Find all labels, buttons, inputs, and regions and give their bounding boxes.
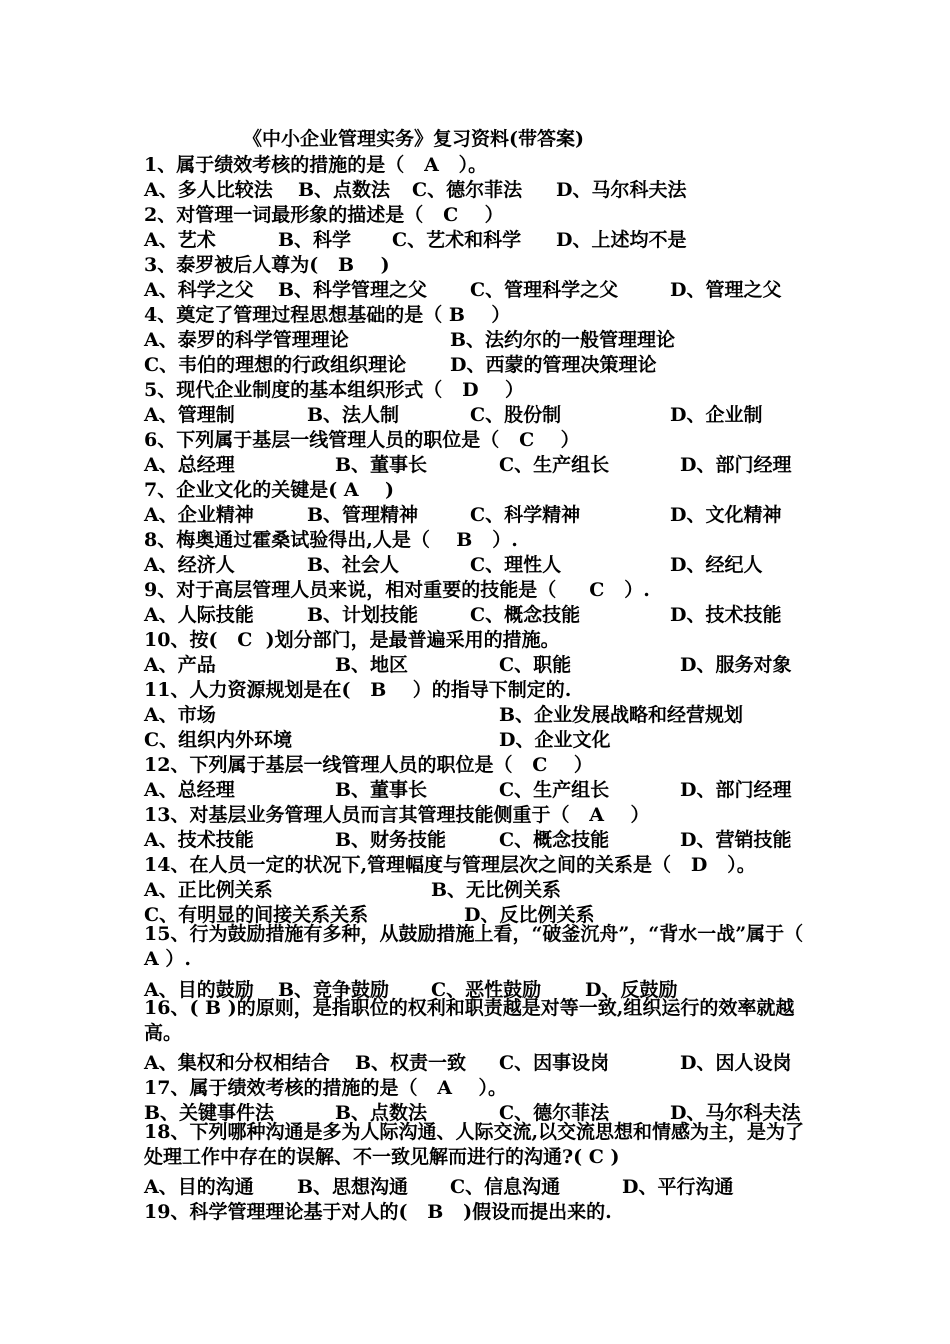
option-18b: B、思想沟通 [297, 1176, 409, 1198]
question-9: 9、对于高层管理人员来说，相对重要的技能是（ C ）. [144, 579, 650, 601]
option-2d: D、上述均不是 [556, 229, 687, 251]
option-10c: C、职能 [499, 654, 572, 676]
option-13a: A、技术技能 [144, 829, 254, 851]
option-4c: C、韦伯的理想的行政组织理论 [144, 354, 407, 376]
question-1: 1、属于绩效考核的措施的是（ A ）。 [144, 154, 488, 176]
option-13c: C、概念技能 [499, 829, 610, 851]
question-6: 6、下列属于基层一线管理人员的职位是（ C ） [144, 429, 580, 451]
option-8b: B、社会人 [307, 554, 400, 576]
option-9d: D、技术技能 [670, 604, 782, 626]
question-11: 11、人力资源规划是在( B ）的指导下制定的. [144, 679, 572, 701]
question-18: 18、下列哪种沟通是多为人际沟通、人际交流,以交流思想和情感为主，是为了处理工作中存在的误解、不一致见解而进行的沟通?( C ) [144, 1121, 805, 1168]
option-8d: D、经纪人 [670, 554, 763, 576]
option-9b: B、计划技能 [307, 604, 419, 626]
option-5a: A、管理制 [144, 404, 235, 426]
option-10b: B、地区 [335, 654, 409, 676]
question-10: 10、按( C )划分部门，是最普遍采用的措施。 [144, 629, 560, 651]
option-12b: B、董事长 [335, 779, 428, 801]
question-3: 3、泰罗被后人尊为( B ) [144, 254, 390, 276]
option-12a: A、总经理 [144, 779, 235, 801]
option-12d: D、部门经理 [680, 779, 792, 801]
question-2: 2、对管理一词最形象的描述是（ C ） [144, 204, 504, 226]
option-7b: B、管理精神 [307, 504, 419, 526]
option-10a: A、产品 [144, 654, 216, 676]
option-9a: A、人际技能 [144, 604, 254, 626]
option-18c: C、信息沟通 [450, 1176, 561, 1198]
option-16c: C、因事设岗 [499, 1052, 610, 1074]
option-4d: D、西蒙的管理决策理论 [450, 354, 657, 376]
option-6a: A、总经理 [144, 454, 235, 476]
option-18d: D、平行沟通 [622, 1176, 734, 1198]
option-1a: A、多人比较法 [144, 179, 273, 201]
question-4: 4、奠定了管理过程思想基础的是（ B ） [144, 304, 511, 326]
option-17b: B、点数法 [335, 1102, 428, 1124]
option-11c: C、组织内外环境 [144, 729, 293, 751]
option-13d: D、营销技能 [680, 829, 792, 851]
question-16: 16、( B )的原则，是指职位的权利和职责越是对等一致,组织运行的效率就越高。 [144, 997, 795, 1044]
question-8: 8、梅奥通过霍桑试验得出,人是（ B ）. [144, 529, 518, 551]
option-9c: C、概念技能 [470, 604, 581, 626]
document-title: 《中小企业管理实务》复习资料(带答案) [243, 128, 584, 150]
option-4a: A、泰罗的科学管理理论 [144, 329, 349, 351]
option-17c: C、德尔菲法 [499, 1102, 610, 1124]
option-16a: A、集权和分权相结合 [144, 1052, 330, 1074]
option-6c: C、生产组长 [499, 454, 610, 476]
question-14: 14、在人员一定的状况下,管理幅度与管理层次之间的关系是（ D ）。 [144, 854, 756, 876]
option-3a: A、科学之父 [144, 279, 254, 301]
option-14a: A、正比例关系 [144, 879, 273, 901]
option-3b: B、科学管理之父 [278, 279, 428, 301]
option-15b: B、竞争鼓励 [278, 979, 390, 1001]
option-2a: A、艺术 [144, 229, 216, 251]
option-14d: D、反比例关系 [464, 904, 595, 926]
option-5b: B、法人制 [307, 404, 400, 426]
option-5d: D、企业制 [670, 404, 763, 426]
option-1b: B、点数法 [298, 179, 391, 201]
option-13b: B、财务技能 [335, 829, 447, 851]
option-11d: D、企业文化 [499, 729, 611, 751]
option-11a: A、市场 [144, 704, 216, 726]
question-7: 7、企业文化的关键是( A ) [144, 479, 395, 501]
option-6d: D、部门经理 [680, 454, 792, 476]
option-10d: D、服务对象 [680, 654, 792, 676]
option-12c: C、生产组长 [499, 779, 610, 801]
option-14b: B、无比例关系 [431, 879, 562, 901]
option-8a: A、经济人 [144, 554, 235, 576]
question-15: 15、行为鼓励措施有多种，从鼓励措施上看，“破釜沉舟”，“背水一战”属于（ A ）. [144, 923, 804, 970]
option-14c: C、有明显的间接关系关系 [144, 904, 369, 926]
option-3d: D、管理之父 [670, 279, 782, 301]
option-8c: C、理性人 [470, 554, 562, 576]
option-1d: D、马尔科夫法 [556, 179, 687, 201]
option-5c: C、股份制 [470, 404, 562, 426]
option-2b: B、科学 [278, 229, 352, 251]
option-15a: A、目的鼓励 [144, 979, 254, 1001]
option-2c: C、艺术和科学 [392, 229, 522, 251]
option-6b: B、董事长 [335, 454, 428, 476]
question-19: 19、科学管理理论基于对人的( B )假设而提出来的. [144, 1201, 612, 1223]
option-16d: D、因人设岗 [680, 1052, 792, 1074]
question-5: 5、现代企业制度的基本组织形式（ D ） [144, 379, 525, 401]
option-15d: D、反鼓励 [585, 979, 678, 1001]
option-18a: A、目的沟通 [144, 1176, 254, 1198]
option-15c: C、恶性鼓励 [431, 979, 542, 1001]
option-16b: B、权责一致 [355, 1052, 467, 1074]
question-17: 17、属于绩效考核的措施的是（ A ）。 [144, 1077, 507, 1099]
option-7a: A、企业精神 [144, 504, 254, 526]
option-4b: B、法约尔的一般管理理论 [450, 329, 676, 351]
option-7c: C、科学精神 [470, 504, 581, 526]
question-12: 12、下列属于基层一线管理人员的职位是（ C ） [144, 754, 593, 776]
option-3c: C、管理科学之父 [470, 279, 619, 301]
option-7d: D、文化精神 [670, 504, 782, 526]
option-17a: B、关键事件法 [144, 1102, 275, 1124]
option-11b: B、企业发展战略和经营规划 [499, 704, 744, 726]
option-1c: C、德尔菲法 [412, 179, 523, 201]
option-17d: D、马尔科夫法 [670, 1102, 801, 1124]
question-13: 13、对基层业务管理人员而言其管理技能侧重于（ A ） [144, 804, 650, 826]
